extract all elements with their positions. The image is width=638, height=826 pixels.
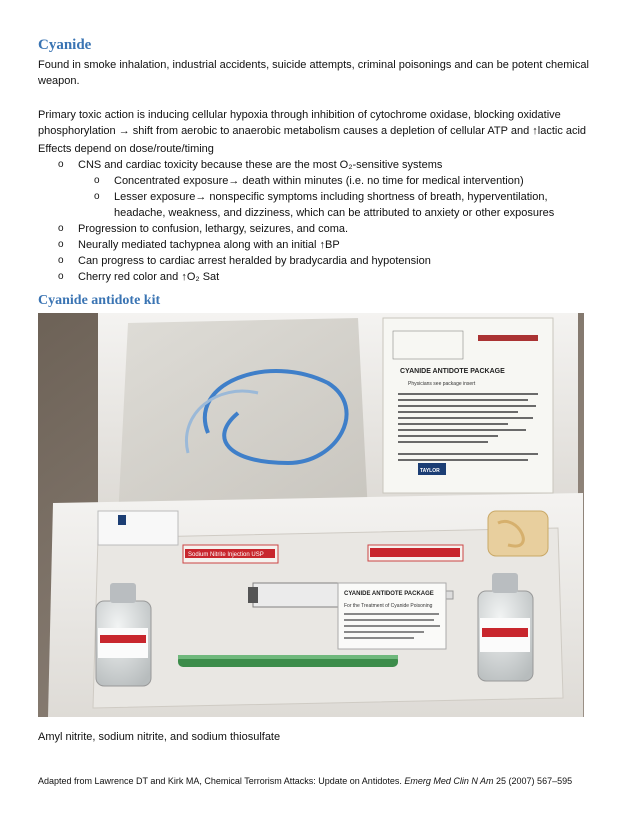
list-item-text: Progression to confusion, lethargy, seizures, and coma. — [78, 223, 349, 235]
kit-heading: Cyanide antidote kit — [38, 293, 161, 308]
sub-list-item — [94, 173, 598, 189]
package-title-text: CYANIDE ANTIDOTE PACKAGE — [400, 368, 505, 375]
photo-caption: Amyl nitrite, sodium nitrite, and sodium thiosulfate — [38, 731, 281, 743]
list-item-text: Can progress to cardiac arrest heralded by bradycardia and hypotension — [78, 255, 431, 267]
card-title-text: CYANIDE ANTIDOTE PACKAGE — [344, 591, 434, 597]
list-item — [58, 237, 598, 253]
bullet-marker: o — [58, 223, 64, 234]
footer-journal: Emerg Med Clin N Am — [404, 776, 494, 786]
list-item-text: Neurally mediated tachypnea along with an initial ↑BP — [78, 239, 340, 251]
package-note-text: Physicians see package insert — [408, 381, 476, 387]
footer-prefix: Adapted from Lawrence DT and Kirk MA, Chemical Terrorism Attacks: Update on Antidotes. — [38, 776, 405, 786]
nitrite-label-text: Sodium Nitrite Injection USP — [188, 552, 264, 558]
bullet-marker: o — [58, 271, 64, 282]
bullet-marker: o — [58, 255, 64, 266]
footer-citation — [38, 776, 572, 786]
list-item-text: Cherry red color and ↑O₂ Sat — [78, 271, 220, 283]
footer-suffix: 25 (2007) 567–595 — [493, 776, 573, 786]
toxic-action-paragraph: Primary toxic action is inducing cellular hypoxia through inhibition of cytochrome oxidase, blocking oxidative phosphorylation → shift from aerobic to anaerobic metabolism causes a depletion of cellular ATP and ↑lactic acid — [38, 109, 587, 137]
list-item — [58, 221, 598, 237]
bullet-marker: o — [94, 175, 100, 186]
bullet-marker: o — [94, 191, 100, 202]
list-item-text: Concentrated exposure→ death within minutes (i.e. no time for medical intervention) — [114, 175, 524, 187]
list-item — [58, 157, 598, 173]
effects-intro: Effects depend on dose/route/timing — [38, 143, 214, 155]
list-item-text: CNS and cardiac toxicity because these are the most O₂-sensitive systems — [78, 159, 443, 171]
sub-list-item — [94, 189, 598, 221]
intro-paragraph: Found in smoke inhalation, industrial accidents, suicide attempts, criminal poisonings and can be potent chemical weapon. — [38, 59, 589, 87]
bullet-marker: o — [58, 239, 64, 250]
card-sub-text: For the Treatment of Cyanide Poisoning — [344, 603, 433, 609]
list-item-text: Lesser exposure→ nonspecific symptoms including shortness of breath, hyperventilation, headache, weakness, and dizziness, which can be attributed to anxiety or other exposures — [114, 191, 555, 219]
bullet-marker: o — [58, 159, 64, 170]
section-title: Cyanide — [38, 37, 92, 53]
antidote-kit-photo — [38, 313, 584, 717]
brand-logo-text: TAYLOR — [420, 468, 440, 474]
list-item — [58, 253, 598, 269]
list-item — [58, 269, 598, 285]
